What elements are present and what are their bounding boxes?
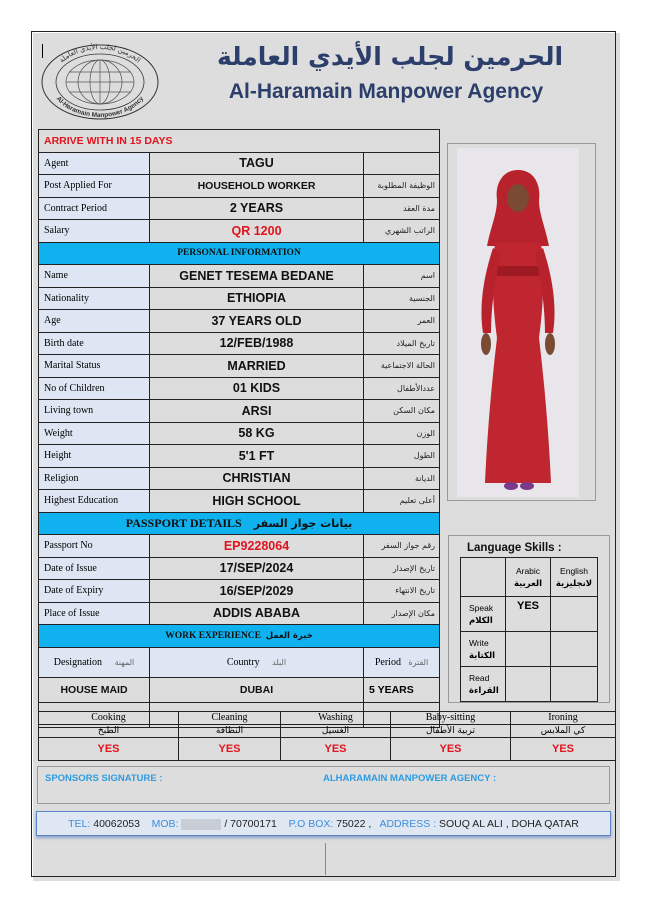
work-header-row <box>39 647 440 677</box>
empty-cell <box>461 558 506 597</box>
candidate-photo <box>457 148 579 497</box>
period-label-arabic: الفترة <box>408 657 429 667</box>
personal-row <box>39 490 440 513</box>
section-header-row <box>39 242 440 265</box>
skill-label-english: Write <box>469 637 489 648</box>
personal-row <box>39 332 440 355</box>
field-label-arabic: تاريخ الميلاد <box>364 332 440 355</box>
work-period: 5 YEARS <box>364 677 440 702</box>
field-label-arabic: الطول <box>364 445 440 468</box>
personal-row <box>39 467 440 490</box>
contact-line <box>37 818 610 830</box>
tel-value: 40062053 <box>93 818 140 830</box>
arabic-column-header <box>506 558 551 597</box>
english-column-header <box>551 558 598 597</box>
period-label: Period <box>374 656 401 668</box>
field-label-arabic: مدة العقد <box>364 197 440 220</box>
skill-label-arabic: الكتابة <box>469 650 496 661</box>
skill-label <box>461 667 506 702</box>
designation-label: Designation <box>53 656 103 668</box>
skill-label-english: Speak <box>469 602 494 613</box>
english-write-value <box>551 632 598 667</box>
work-experience-heading <box>39 625 440 648</box>
mob-value: / 70700171 <box>224 818 277 830</box>
field-label: Nationality <box>39 287 150 310</box>
field-label: Date of Issue <box>39 557 150 580</box>
agency-title-english: Al-Haramain Manpower Agency <box>228 80 544 103</box>
field-label-arabic: مكان الإصدار <box>364 602 440 625</box>
field-label: Salary <box>39 220 150 243</box>
field-value: 17/SEP/2024 <box>150 557 364 580</box>
skill-cleaning-label: Cleaning <box>179 712 281 725</box>
skills-value-row <box>39 738 616 761</box>
work-heading-arabic: خبرة العمل <box>265 630 313 641</box>
country-column-header <box>150 647 364 677</box>
skill-ironing-label: Ironing <box>511 712 616 725</box>
field-label: Date of Expiry <box>39 580 150 603</box>
section-header-row <box>39 512 440 535</box>
personal-row <box>39 355 440 378</box>
field-label: Place of Issue <box>39 602 150 625</box>
personal-row <box>39 310 440 333</box>
po-box-value: 75022 , <box>336 818 372 830</box>
skill-cooking-label: Cooking <box>39 712 179 725</box>
field-label: Contract Period <box>39 197 150 220</box>
field-value: 37 YEARS OLD <box>150 310 364 333</box>
skill-cooking-arabic: الطبخ <box>39 725 179 738</box>
skill-label <box>461 632 506 667</box>
skill-washing-arabic: الغسيل <box>281 725 391 738</box>
field-label: No of Children <box>39 377 150 400</box>
personal-row <box>39 400 440 423</box>
signature-box <box>37 766 610 804</box>
personal-row <box>39 422 440 445</box>
skill-washing-label: Washing <box>281 712 391 725</box>
field-label: Marital Status <box>39 355 150 378</box>
skill-cooking-value: YES <box>39 738 179 761</box>
skills-arabic-row <box>39 725 616 738</box>
language-row <box>461 667 598 702</box>
personal-info-heading: PERSONAL INFORMATION <box>39 242 440 265</box>
language-header-row <box>461 558 598 597</box>
contact-bar <box>36 811 611 836</box>
address-value: SOUQ AL ALI , DOHA QATAR <box>439 818 579 830</box>
field-value: ETHIOPIA <box>150 287 364 310</box>
country-label: Country <box>226 656 260 668</box>
arabic-label-arabic: العربية <box>513 578 542 589</box>
designation-column-header <box>39 647 150 677</box>
period-column-header <box>364 647 440 677</box>
field-value: CHRISTIAN <box>150 467 364 490</box>
arabic-write-value <box>506 632 551 667</box>
skill-washing-value: YES <box>281 738 391 761</box>
field-label-arabic: تاريخ الإصدار <box>364 557 440 580</box>
field-label-arabic <box>364 152 440 175</box>
passport-number-value: EP9228064 <box>150 535 364 558</box>
passport-heading-english: PASSPORT DETAILS <box>125 515 242 530</box>
field-label-arabic: الجنسية <box>364 287 440 310</box>
job-row <box>39 152 440 175</box>
skill-cleaning-value: YES <box>179 738 281 761</box>
field-label: Name <box>39 265 150 288</box>
mob-label: MOB: <box>151 818 179 830</box>
personal-row <box>39 445 440 468</box>
field-label: Birth date <box>39 332 150 355</box>
field-label: Highest Education <box>39 490 150 513</box>
passport-heading-arabic: بيانات جواز السفر <box>253 516 353 530</box>
household-skills-table <box>38 711 616 761</box>
field-label-arabic: الوزن <box>364 422 440 445</box>
field-label-arabic: الديانة <box>364 467 440 490</box>
work-country: DUBAI <box>150 677 364 702</box>
field-value: HIGH SCHOOL <box>150 490 364 513</box>
field-label: Living town <box>39 400 150 423</box>
field-label: Agent <box>39 152 150 175</box>
personal-row <box>39 377 440 400</box>
redacted-block <box>181 819 221 830</box>
arrival-notice: ARRIVE WITH IN 15 DAYS <box>39 130 440 153</box>
field-label: Post Applied For <box>39 175 150 198</box>
work-designation: HOUSE MAID <box>39 677 150 702</box>
arabic-read-value <box>506 667 551 702</box>
field-label-arabic: العمر <box>364 310 440 333</box>
field-label: Passport No <box>39 535 150 558</box>
arabic-speak-value: YES <box>506 597 551 632</box>
notice-row <box>39 130 440 153</box>
designation-label-arabic: المهنة <box>114 657 135 667</box>
logo-english-text: Al-Haramain Manpower Agency <box>54 95 146 120</box>
skill-babysitting-label: Baby-sitting <box>391 712 511 725</box>
field-label-arabic: الوظيفة المطلوبة <box>364 175 440 198</box>
field-label-arabic: الحالة الاجتماعية <box>364 355 440 378</box>
field-value: 2 YEARS <box>150 197 364 220</box>
job-row <box>39 197 440 220</box>
skill-label-arabic: الكلام <box>469 615 493 626</box>
salary-value: QR 1200 <box>150 220 364 243</box>
field-label-arabic: عددالأطفال <box>364 377 440 400</box>
logo-arabic-text: الحرمين لجلب الأيدي العاملة <box>57 43 143 65</box>
cv-info-table <box>38 129 440 728</box>
passport-row <box>39 602 440 625</box>
skill-cleaning-arabic: النظافة <box>179 725 281 738</box>
field-value: ARSI <box>150 400 364 423</box>
agency-title-arabic: الحرمين لجلب الأيدي العاملة <box>216 42 564 71</box>
skill-ironing-arabic: كي الملابس <box>511 725 616 738</box>
personal-row <box>39 265 440 288</box>
field-label: Height <box>39 445 150 468</box>
skill-ironing-value: YES <box>511 738 616 761</box>
field-value: HOUSEHOLD WORKER <box>150 175 364 198</box>
passport-row <box>39 580 440 603</box>
language-row <box>461 632 598 667</box>
english-label-arabic: لانجليزية <box>555 578 593 589</box>
english-label: English <box>560 565 588 576</box>
job-row <box>39 220 440 243</box>
field-value: MARRIED <box>150 355 364 378</box>
passport-row <box>39 557 440 580</box>
field-value: 01 KIDS <box>150 377 364 400</box>
field-label-arabic: مكان السكن <box>364 400 440 423</box>
field-value: 12/FEB/1988 <box>150 332 364 355</box>
english-speak-value <box>551 597 598 632</box>
field-label-arabic: تاريخ الانتهاء <box>364 580 440 603</box>
job-row <box>39 175 440 198</box>
agency-signature-label: ALHARAMAIN MANPOWER AGENCY : <box>323 773 497 784</box>
skill-babysitting-value: YES <box>391 738 511 761</box>
language-row <box>461 597 598 632</box>
field-label: Age <box>39 310 150 333</box>
language-skills-title: Language Skills : <box>467 542 562 554</box>
field-label-arabic: رقم جواز السفر <box>364 535 440 558</box>
arabic-label: Arabic <box>515 565 541 576</box>
language-skills-table <box>460 557 598 702</box>
candidate-figure <box>457 148 579 497</box>
divider-line <box>325 843 326 875</box>
work-heading-english: WORK EXPERIENCE <box>165 630 262 641</box>
country-label-arabic: البلد <box>272 657 287 667</box>
field-label-arabic: اسم <box>364 265 440 288</box>
agency-logo <box>39 43 161 121</box>
skill-label <box>461 597 506 632</box>
address-label: ADDRESS : <box>379 818 437 830</box>
field-value: 58 KG <box>150 422 364 445</box>
skills-english-row <box>39 712 616 725</box>
field-label-arabic: أعلى تعليم <box>364 490 440 513</box>
english-read-value <box>551 667 598 702</box>
field-value: 16/SEP/2029 <box>150 580 364 603</box>
field-value: 5'1 FT <box>150 445 364 468</box>
work-row <box>39 677 440 702</box>
personal-row <box>39 287 440 310</box>
skill-babysitting-arabic: تربية الأطفال <box>391 725 511 738</box>
field-label: Weight <box>39 422 150 445</box>
field-value: TAGU <box>150 152 364 175</box>
skill-label-english: Read <box>469 672 490 683</box>
skill-label-arabic: القراءة <box>469 685 499 696</box>
passport-row <box>39 535 440 558</box>
section-header-row <box>39 625 440 648</box>
tel-label: TEL: <box>68 818 91 830</box>
field-value: ADDIS ABABA <box>150 602 364 625</box>
sponsor-signature-label: SPONSORS SIGNATURE : <box>45 773 163 784</box>
field-label-arabic: الراتب الشهري <box>364 220 440 243</box>
po-box-label: P.O BOX: <box>288 818 334 830</box>
field-label: Religion <box>39 467 150 490</box>
field-value: GENET TESEMA BEDANE <box>150 265 364 288</box>
passport-details-heading <box>39 512 440 535</box>
